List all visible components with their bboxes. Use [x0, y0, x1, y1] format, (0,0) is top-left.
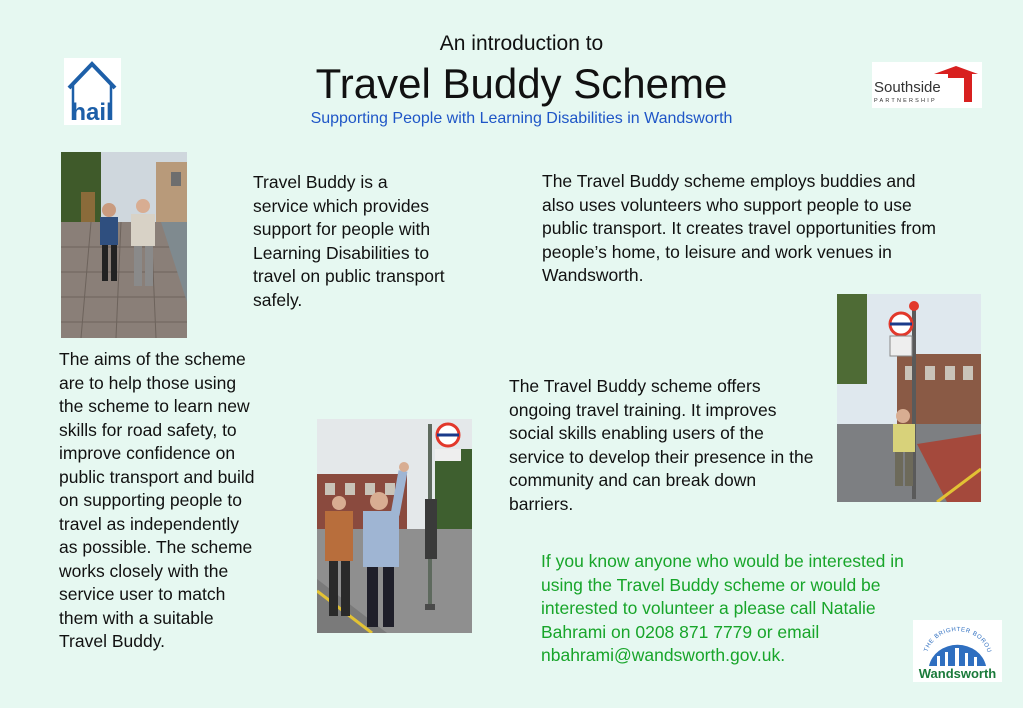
aims-line: on supporting people to	[59, 490, 242, 510]
aims-line: improve confidence on	[59, 443, 236, 463]
offers-paragraph	[509, 375, 835, 516]
contact-line: using the Travel Buddy scheme or would be	[541, 574, 881, 595]
southside-logo-subtext: PARTNERSHIP	[874, 98, 937, 104]
aims-paragraph	[59, 348, 299, 654]
aims-line: are to help those using	[59, 372, 237, 393]
intro-text: An introduction to	[439, 32, 604, 55]
offers-line: community and can break down	[509, 470, 757, 490]
wandsworth-logo	[913, 620, 1002, 682]
employs-paragraph	[542, 170, 1012, 288]
photo-hailing-bus	[317, 419, 472, 633]
intro-line: Travel Buddy is a	[253, 172, 388, 192]
page-title: Travel Buddy Scheme	[315, 60, 728, 107]
offers-line: The Travel Buddy scheme offers	[509, 376, 761, 396]
employs-line: people’s home, to leisure and work venues in	[542, 241, 892, 262]
aims-line: public transport and build	[59, 466, 255, 487]
aims-line: travel as independently	[59, 513, 239, 534]
wandsworth-logo-text: Wandsworth	[918, 666, 997, 681]
contact-line: interested to volunteer a please call Natalie	[541, 598, 876, 618]
intro-line: service which provides	[253, 195, 430, 216]
southside-logo	[872, 62, 982, 108]
contact-line: Bahrami on 0208 871 7779 or email	[541, 621, 820, 642]
intro-line: travel on public transport	[253, 266, 445, 286]
aims-line: as possible. The scheme	[59, 537, 253, 557]
intro-line: Learning Disabilities to	[253, 242, 430, 263]
hail-logo	[64, 58, 121, 125]
aims-line: Travel Buddy.	[59, 631, 166, 651]
aims-line: The aims of the scheme	[59, 349, 246, 369]
intro-paragraph	[253, 171, 493, 312]
hail-logo-text: hail	[71, 99, 113, 125]
contact-line[interactable]: nbahrami@wandsworth.gov.uk.	[541, 645, 786, 665]
intro-line: safely.	[253, 289, 303, 310]
contact-line: If you know anyone who would be interested in	[541, 551, 904, 571]
aims-line: the scheme to learn new	[59, 396, 250, 416]
employs-line: The Travel Buddy scheme employs buddies and	[542, 171, 916, 191]
wandsworth-arc-text: THE BRIGHTER BOROU	[923, 626, 992, 654]
aims-line: works closely with the	[59, 560, 229, 581]
offers-line: service to develop their presence in the	[509, 446, 814, 467]
southside-logo-text: Southside	[874, 79, 941, 96]
page-subtitle: Supporting People with Learning Disabilities in Wandsworth	[310, 110, 733, 127]
photo-bus-stop-street	[837, 294, 981, 502]
intro-line: support for people with	[253, 219, 431, 239]
offers-line: barriers.	[509, 493, 574, 514]
aims-line: skills for road safety, to	[59, 419, 237, 440]
photo-walking-pavement	[61, 152, 187, 338]
employs-line: public transport. It creates travel opportunities from	[542, 218, 936, 238]
offers-line: social skills enabling users of the	[509, 423, 764, 443]
aims-line: service user to match	[59, 584, 226, 604]
employs-line: Wandsworth.	[542, 265, 644, 285]
offers-line: ongoing travel training. It improves	[509, 399, 777, 420]
employs-line: also uses volunteers who support people to use	[542, 194, 912, 215]
aims-line: them with a suitable	[59, 607, 214, 628]
